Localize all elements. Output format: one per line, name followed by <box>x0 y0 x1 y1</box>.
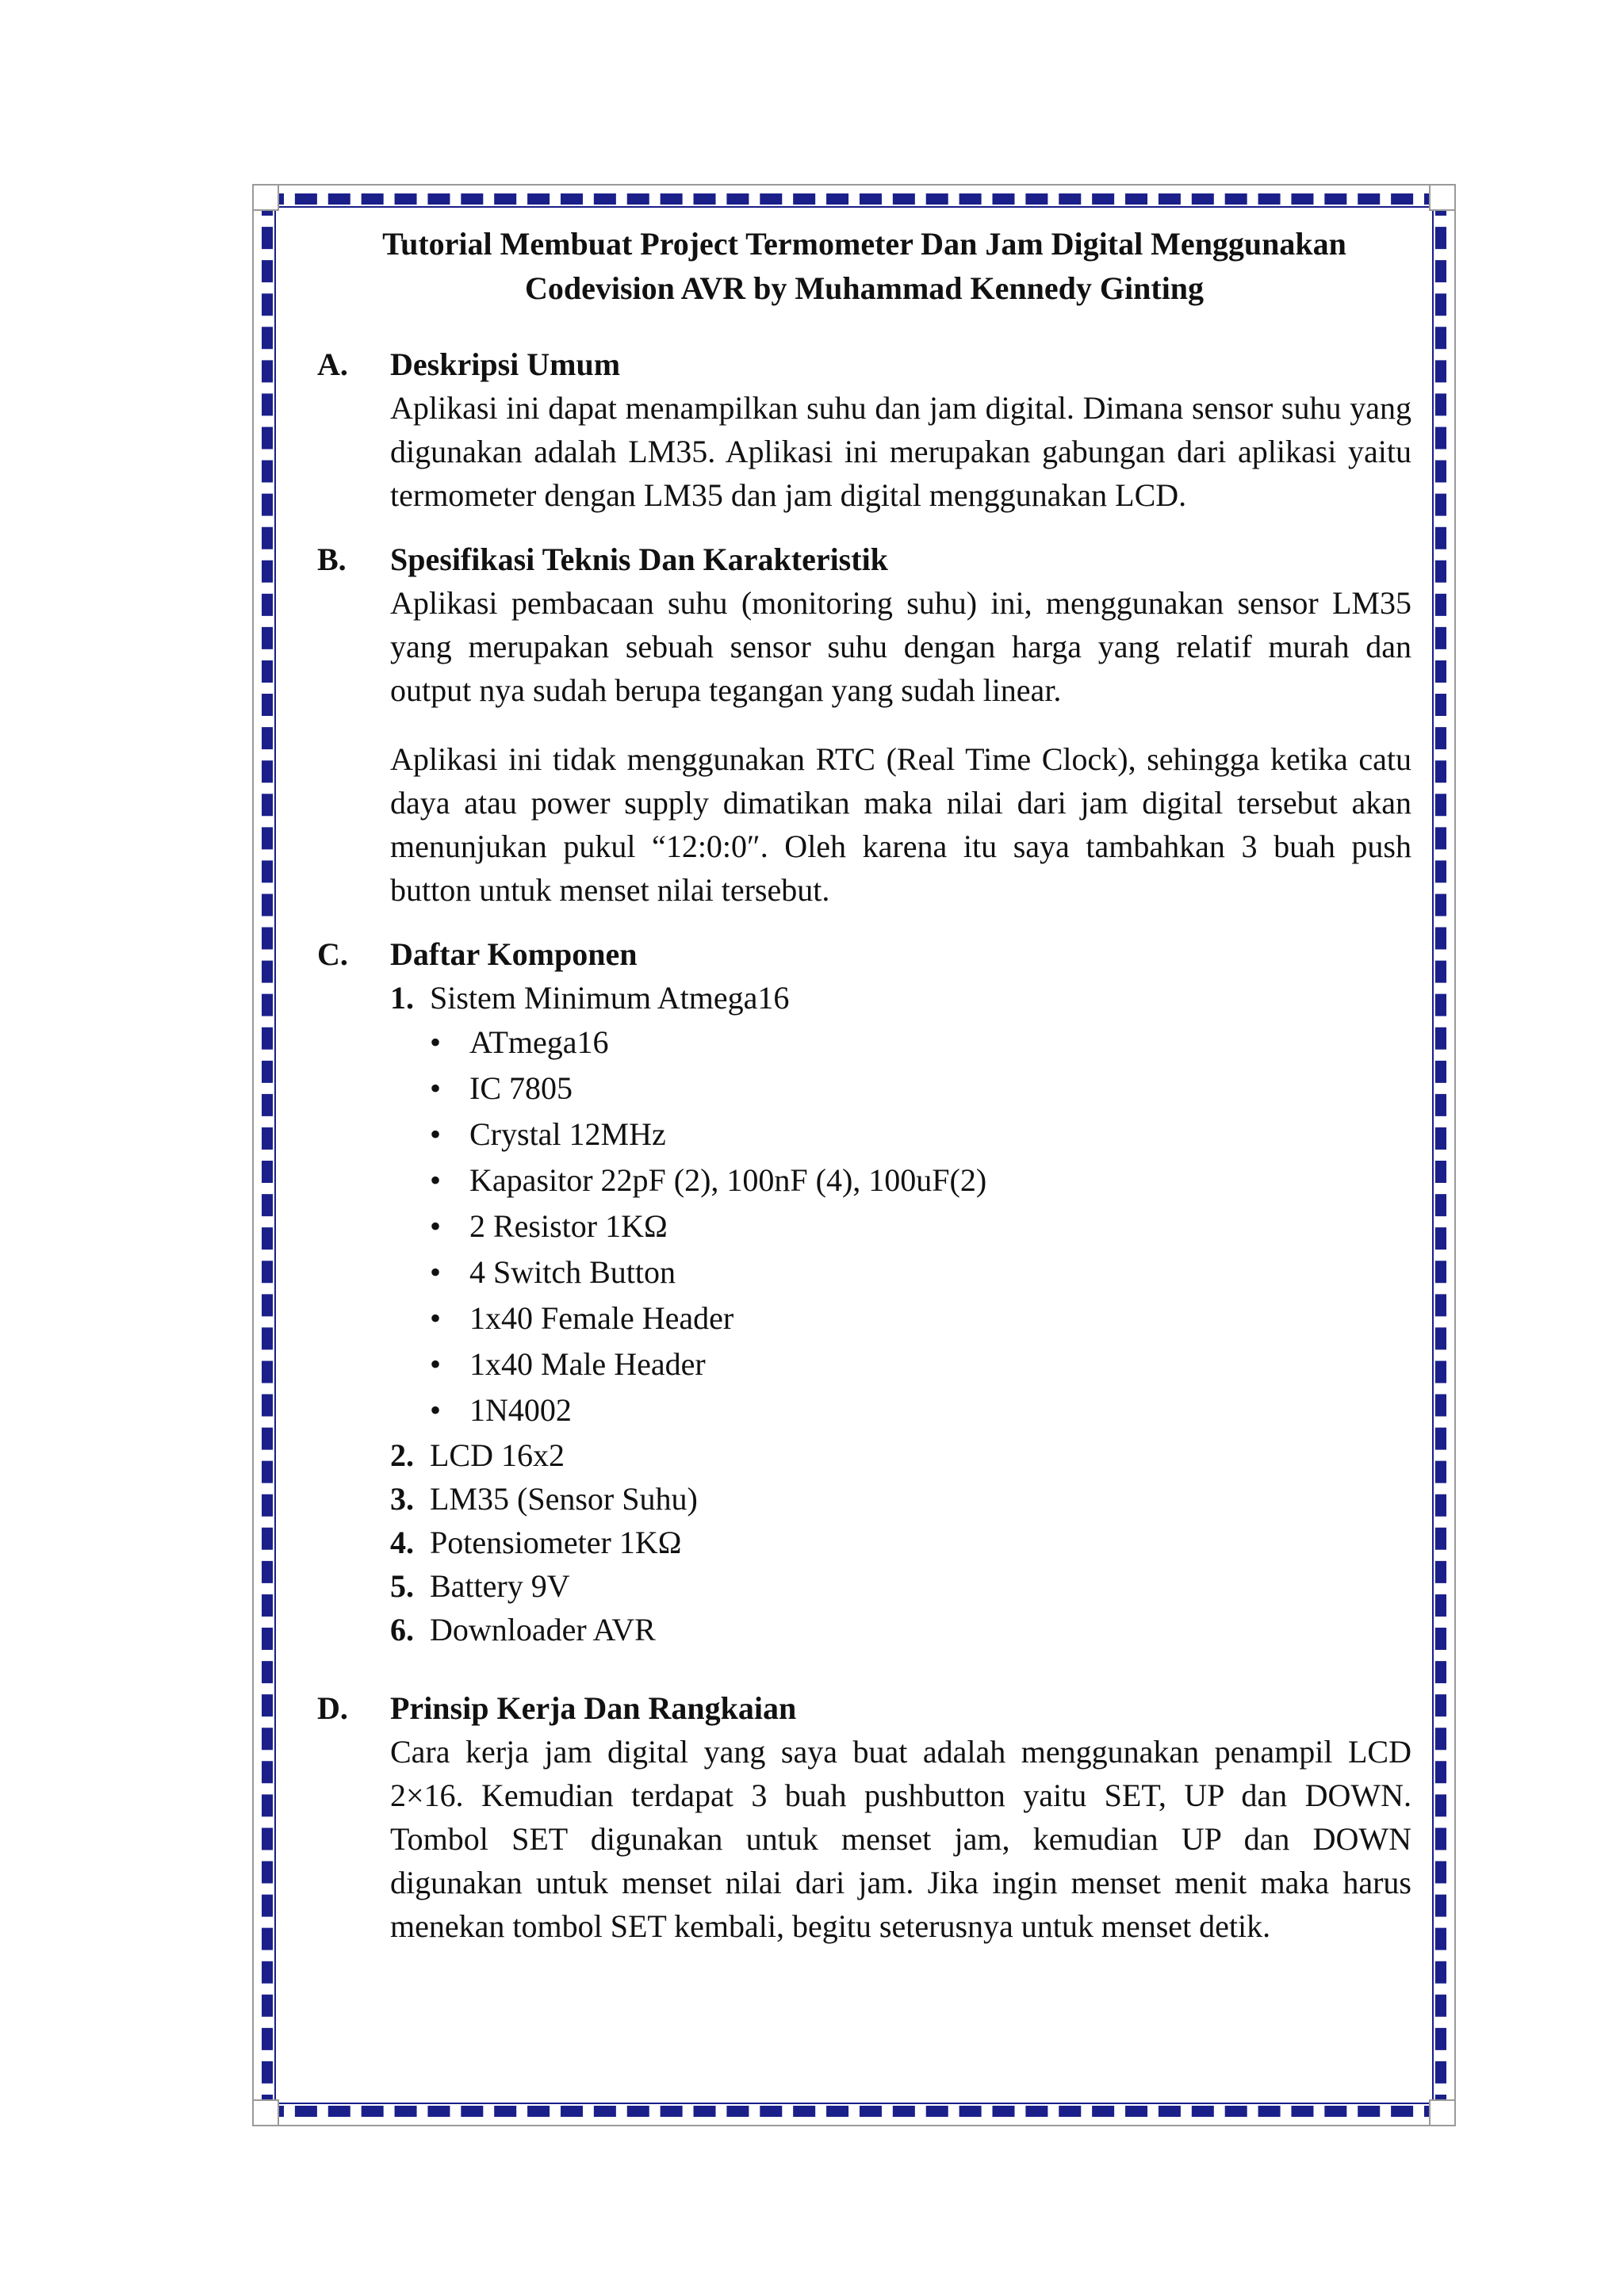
list-item: • Kapasitor 22pF (2), 100nF (4), 100uF(2) <box>430 1158 1411 1203</box>
section-d-heading <box>317 1686 1411 1730</box>
section-d <box>317 1686 1411 1948</box>
section-a-letter: A. <box>317 346 348 382</box>
sub-component-list <box>390 1020 1411 1433</box>
section-d-title: Prinsip Kerja Dan Rangkaian <box>390 1690 797 1726</box>
section-c-letter: C. <box>317 936 348 972</box>
bullet-icon: • <box>430 1300 442 1336</box>
bullet-icon: • <box>430 1024 442 1060</box>
section-d-letter: D. <box>317 1690 348 1726</box>
list-item: • 2 Resistor 1KΩ <box>430 1203 1411 1249</box>
bullet-icon: • <box>430 1070 442 1106</box>
section-b-heading <box>317 538 1411 581</box>
bullet-icon: • <box>430 1116 442 1152</box>
list-item: 2. LCD 16x2 <box>390 1437 565 1473</box>
list-item: • 1x40 Female Header <box>430 1295 1411 1341</box>
list-item: 5. Battery 9V <box>390 1568 570 1604</box>
list-item: • IC 7805 <box>430 1066 1411 1112</box>
list-item: 6. Downloader AVR <box>390 1612 656 1647</box>
list-item: • 4 Switch Button <box>430 1249 1411 1295</box>
bullet-icon: • <box>430 1208 442 1244</box>
section-c-title: Daftar Komponen <box>390 936 638 972</box>
document-content <box>317 222 1411 1969</box>
list-item: • 1N4002 <box>430 1387 1411 1433</box>
section-a-title: Deskripsi Umum <box>390 346 621 382</box>
section-b-paragraph-1: Aplikasi pembacaan suhu (monitoring suhu) ini, menggunakan sensor LM35 yang merupakan sebuah sensor suhu dengan harga yang relatif murah dan output nya sudah berupa tegangan yang sudah linear. <box>390 585 1411 708</box>
section-c-heading <box>317 932 1411 976</box>
corner-ornament-top-left <box>252 184 279 211</box>
component-list <box>390 976 1411 1651</box>
section-a <box>317 342 1411 517</box>
section-c <box>317 932 1411 1651</box>
list-item: 3. LM35 (Sensor Suhu) <box>390 1481 698 1517</box>
title-line-2: Codevision AVR by Muhammad Kennedy Ginting <box>524 270 1205 306</box>
list-item: • ATmega16 <box>430 1020 1411 1066</box>
corner-ornament-top-right <box>1429 184 1456 211</box>
section-a-paragraph: Aplikasi ini dapat menampilkan suhu dan jam digital. Dimana sensor suhu yang digunakan adalah LM35. Aplikasi ini merupakan gabungan dari aplikasi yaitu termometer dengan LM35 dan jam digital menggunakan LCD. <box>390 390 1411 513</box>
section-b-letter: B. <box>317 541 347 577</box>
corner-ornament-bottom-left <box>252 2099 279 2126</box>
list-item: 4. Potensiometer 1KΩ <box>390 1525 682 1560</box>
document-title <box>317 222 1411 311</box>
bullet-icon: • <box>430 1162 442 1198</box>
list-item: • Crystal 12MHz <box>430 1112 1411 1158</box>
section-b <box>317 538 1411 912</box>
list-item: 1. Sistem Minimum Atmega16 <box>390 980 790 1016</box>
section-b-title: Spesifikasi Teknis Dan Karakteristik <box>390 541 888 577</box>
bullet-icon: • <box>430 1392 442 1428</box>
title-line-1: Tutorial Membuat Project Termometer Dan Jam Digital Menggunakan <box>382 226 1346 262</box>
section-d-paragraph: Cara kerja jam digital yang saya buat adalah menggunakan penampil LCD 2×16. Kemudian terdapat 3 buah pushbutton yaitu SET, UP dan DOWN. Tombol SET digunakan untuk menset jam, kemudian UP dan DOWN digunakan untuk menset nilai dari jam. Jika ingin menset menit maka harus menekan tombol SET kembali, begitu seterusnya untuk menset detik. <box>390 1734 1411 1944</box>
section-a-heading <box>317 342 1411 386</box>
section-b-paragraph-2: Aplikasi ini tidak menggunakan RTC (Real Time Clock), sehingga ketika catu daya atau power supply dimatikan maka nilai dari jam digital tersebut akan menunjukan pukul “12:0:0″. Oleh karena itu saya tambahkan 3 buah push button untuk menset nilai tersebut. <box>390 741 1411 908</box>
list-item: • 1x40 Male Header <box>430 1341 1411 1387</box>
bullet-icon: • <box>430 1254 442 1290</box>
bullet-icon: • <box>430 1346 442 1382</box>
corner-ornament-bottom-right <box>1429 2099 1456 2126</box>
